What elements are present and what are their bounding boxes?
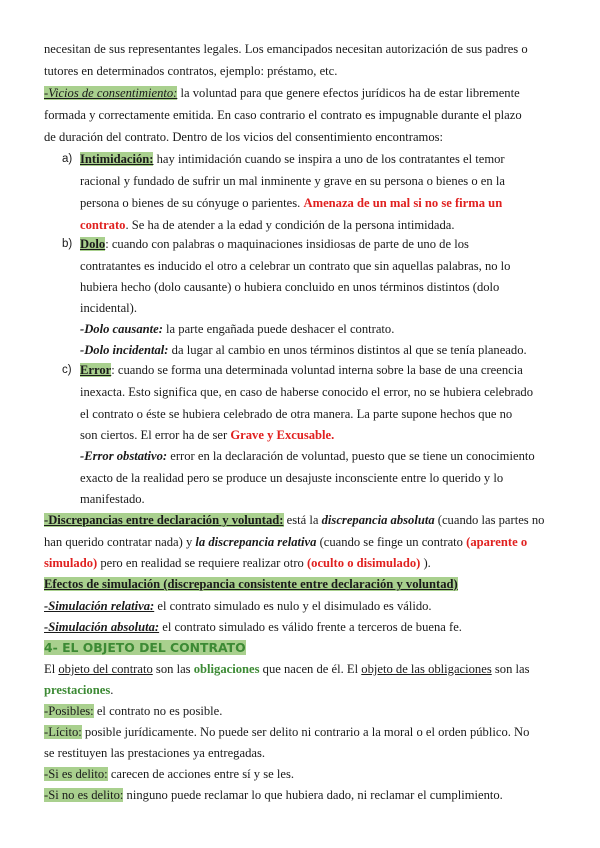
dolo-line-2: contratantes es inducido el otro a celebrar un contrato que sin aquellas palabras, no lo	[80, 259, 511, 273]
list-marker-c: c)	[62, 364, 72, 376]
discrepancias-label: -Discrepancias entre declaración y voluntad:	[44, 513, 284, 527]
error-line-3: el contrato o éste se hubiera celebrado de otra manera. La parte supone hechos que no	[80, 407, 513, 421]
discrepancias-line-3: simulado) pero en realidad se requiere realizar otro (oculto o disimulado) ).	[44, 556, 431, 570]
intimidacion-line-2: racional y fundado de sufrir un mal inminente y grave en su persona o bienes o en la	[80, 174, 505, 188]
si-es-delito-line: -Si es delito: carecen de acciones entre sí y se les.	[44, 767, 295, 781]
intro-line-2: tutores en determinados contratos, ejemplo: préstamo, etc.	[44, 64, 338, 78]
error-label: Error	[80, 363, 112, 377]
list-marker-b: b)	[62, 238, 73, 250]
vicios-line-2: formada y correctamente emitida. En caso contrario el contrato es impugnable durante el plazo	[44, 108, 522, 122]
discrepancias-line-1: -Discrepancias entre declaración y voluntad: está la discrepancia absoluta (cuando las partes no	[44, 513, 545, 527]
error-line-6: exacto de la realidad pero se produce un desajuste inconsciente entre lo querido y lo	[80, 471, 504, 485]
simulacion-relativa: -Simulación relativa: el contrato simulado es nulo y el disimulado es válido.	[44, 599, 432, 613]
intimidacion-label: Intimidación:	[80, 152, 154, 166]
error-line-1: Error: cuando se forma una determinada voluntad interna sobre la base de una creencia	[80, 363, 523, 377]
objeto-line-1: El objeto del contrato son las obligaciones que nacen de él. El objeto de las obligaciones son las	[44, 662, 530, 676]
error-line-4: son ciertos. El error ha de ser Grave y Excusable.	[80, 428, 335, 442]
error-line-2: inexacta. Esto significa que, en caso de haberse conocido el error, no se hubiera celebrado	[80, 385, 534, 399]
error-obstativo: -Error obstativo: error en la declaración de voluntad, puesto que se tiene un conocimiento	[80, 449, 535, 463]
error-line-7: manifestado.	[80, 492, 145, 506]
licito-line-1: -Lícito: posible jurídicamente. No puede ser delito ni contrario a la moral o el orden público. No	[44, 725, 530, 739]
dolo-line-3: hubiera hecho (dolo causante) o hubiera concluido en unos términos distintos (dolo	[80, 280, 500, 294]
vicios-line-3: de duración del contrato. Dentro de los vicios del consentimiento encontramos:	[44, 130, 444, 144]
vicios-label: -Vicios de consentimiento:	[44, 86, 178, 100]
objeto-heading: 4- EL OBJETO DEL CONTRATO	[44, 640, 246, 655]
discrepancias-line-2: han querido contratar nada) y la discrepancia relativa (cuando se finge un contrato (aparente o	[44, 535, 528, 549]
efectos-heading: Efectos de simulación (discrepancia consistente entre declaración y voluntad)	[44, 577, 458, 591]
intimidacion-line-4: contrato. Se ha de atender a la edad y condición de la persona intimidada.	[80, 218, 455, 232]
vicios-line-1: -Vicios de consentimiento: la voluntad para que genere efectos jurídicos ha de estar libremente	[44, 86, 520, 100]
licito-line-2: se restituyen las prestaciones ya entregadas.	[44, 746, 266, 760]
posibles-line: -Posibles: el contrato no es posible.	[44, 704, 223, 718]
dolo-incidental: -Dolo incidental: da lugar al cambio en unos términos distintos al que se tenía planeado.	[80, 343, 527, 357]
dolo-causante: -Dolo causante: la parte engañada puede deshacer el contrato.	[80, 322, 395, 336]
dolo-label: Dolo	[80, 237, 106, 251]
dolo-line-4: incidental).	[80, 301, 137, 315]
intimidacion-line-1: Intimidación: hay intimidación cuando se inspira a uno de los contratantes el temor	[80, 152, 505, 166]
no-es-delito-line: -Si no es delito: ninguno puede reclamar lo que hubiera dado, ni reclamar el cumplimiento.	[44, 788, 503, 802]
list-marker-a: a)	[62, 153, 73, 165]
dolo-line-1: Dolo: cuando con palabras o maquinaciones insidiosas de parte de uno de los	[80, 237, 469, 251]
intimidacion-line-3: persona o bienes de su cónyuge o parientes. Amenaza de un mal si no se firma un	[80, 196, 503, 210]
objeto-line-2: prestaciones.	[44, 683, 114, 697]
simulacion-absoluta: -Simulación absoluta: el contrato simulado es válido frente a terceros de buena fe.	[44, 620, 462, 634]
intro-line-1: necesitan de sus representantes legales. Los emancipados necesitan autorización de sus padres o	[44, 42, 528, 56]
